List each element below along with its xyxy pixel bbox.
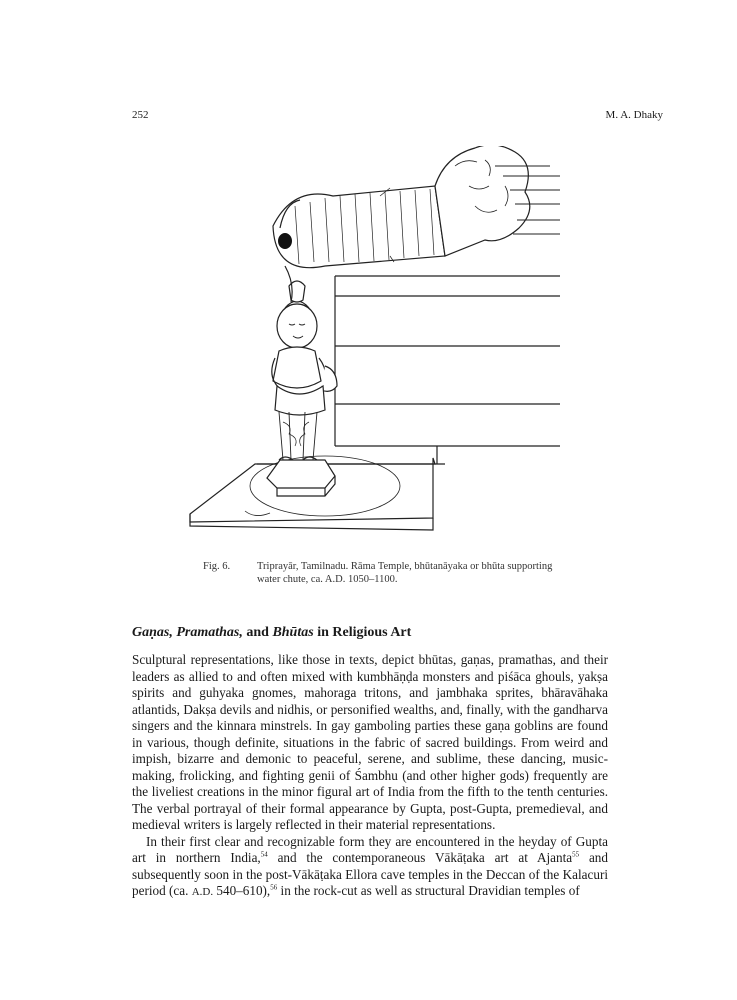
bhuta-waterchute-drawing <box>185 146 560 546</box>
footnote-ref[interactable]: 55 <box>572 850 580 859</box>
paragraph-text: and subsequently soon in the post-Vākāṭaka Ellora cave temples in the Deccan of the Kalacuri period (ca. <box>132 850 608 898</box>
paragraph-text: 540–610), <box>213 883 271 898</box>
page-header <box>132 109 663 129</box>
figure-caption <box>203 560 573 585</box>
footnote-ref[interactable]: 56 <box>270 883 278 892</box>
figure-caption-text <box>257 560 573 586</box>
paragraph <box>132 834 608 901</box>
heading-connector: and <box>242 625 273 640</box>
heading-term: Gaṇas, Pramathas, <box>132 625 243 640</box>
section-heading <box>132 625 411 641</box>
paragraph-text: and the contemporaneous Vākāṭaka art at Ajanta <box>267 850 573 865</box>
figure-label: Fig. 6. <box>203 561 231 572</box>
running-author: M. A. Dhaky <box>605 109 663 121</box>
body-text <box>132 652 608 901</box>
paragraph: Sculptural representations, like those in texts, depict bhūtas, gaṇas, pramathas, and their leaders as allied to and often mixed with kumbhāṇḍa monsters and piśāca ghouls, yakṣa spirits and guhyaka gnomes, mahoraga tritons, and jambhaka sprites, bhāravāhaka atlantids, Dakṣa devils and nidhis, or personified wealths, and, finally, with the gandharva singers and the kinnara minstrels. In gay gamboling parties these gaṇa goblins are found in various, though definite, situations in the fabric of sacred buildings. From weird and impish, bizarre and demonic to peaceful, serene, and sublime, these dancing, music-making, frolicking, and fighting genii of Śambhu (and other higher gods) frequently are the liveliest creations in the minor figural art of India from the fifth to the tenth centuries. The verbal portrayal of their formal appearance by Gupta, post-Gupta, premedieval, and medieval writers is largely reflected in their material representations. <box>132 652 608 832</box>
figure-illustration <box>185 146 560 546</box>
era-abbrev: A.D. <box>191 886 214 898</box>
page-number: 252 <box>132 109 149 121</box>
caption-line: Triprayār, Tamilnadu. Rāma Temple, bhūtanāyaka or bhūta supporting <box>257 561 553 572</box>
footnote-ref[interactable]: 54 <box>260 850 268 859</box>
heading-term: Bhūtas <box>272 625 314 640</box>
paragraph-text: In their first clear and recognizable form they are encountered in the heyday of Gupta art in northern India, <box>132 833 608 865</box>
paragraph-text: in the rock-cut as well as structural Dravidian temples of <box>277 883 580 898</box>
heading-tail: in Religious Art <box>313 625 412 640</box>
caption-line: water chute, ca. A.D. 1050–1100. <box>257 574 398 585</box>
